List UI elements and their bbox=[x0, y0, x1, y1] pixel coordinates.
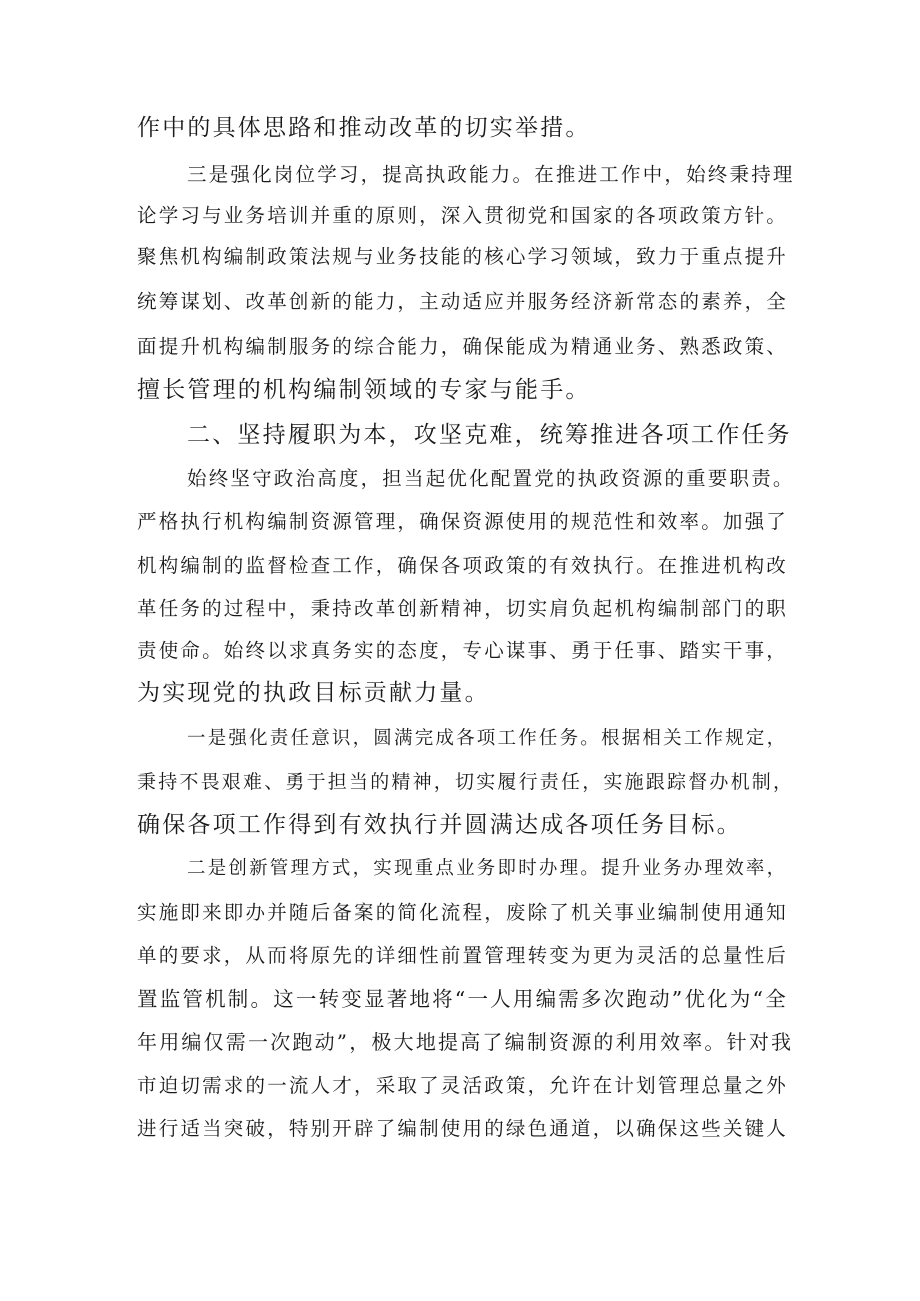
body-text-line: 机构编制的监督检查工作，确保各项政策的有效执行。在推进机构改 bbox=[137, 554, 789, 577]
body-text-line: 年用编仅需一次跑动”，极大地提高了编制资源的利用效率。针对我 bbox=[137, 1030, 794, 1054]
body-text-line: 责使命。始终以求真务实的态度，专心谋事、勇于任事、踏实干事， bbox=[137, 639, 789, 662]
body-text-line: 单的要求，从而将原先的详细性前置管理转变为更为灵活的总量性后 bbox=[137, 944, 789, 967]
body-text-line: 作中的具体思路和推动改革的切实举措。 bbox=[137, 115, 591, 141]
body-text-line: 确保各项工作得到有效执行并圆满达成各项任务目标。 bbox=[137, 812, 742, 838]
paragraph-first-line: 三是强化岗位学习，提高执政能力。在推进工作中，始终秉持理 bbox=[187, 163, 795, 186]
body-text-line: 市迫切需求的一流人才，采取了灵活政策，允许在计划管理总量之外 bbox=[137, 1074, 789, 1097]
body-text-line: 秉持不畏艰难、勇于担当的精神，切实履行责任，实施跟踪督办机制， bbox=[137, 771, 795, 793]
body-text-line: 严格执行机构编制资源管理，确保资源使用的规范性和效率。加强了 bbox=[137, 510, 789, 533]
body-text-line: 革任务的过程中，秉持改革创新精神，切实肩负起机构编制部门的职 bbox=[137, 597, 789, 620]
body-text-line: 为实现党的执政目标贡献力量。 bbox=[137, 680, 490, 706]
body-text-line: 统筹谋划、改革创新的能力，主动适应并服务经济新常态的素养，全 bbox=[137, 290, 789, 313]
paragraph-first-line: 始终坚守政治高度，担当起优化配置党的执政资源的重要职责。 bbox=[187, 467, 795, 490]
body-text-line: 擅长管理的机构编制领域的专家与能手。 bbox=[137, 377, 591, 403]
body-text-line: 实施即来即办并随后备案的简化流程，废除了机关事业编制使用通知 bbox=[137, 901, 789, 924]
body-text-line: 论学习与业务培训并重的原则，深入贯彻党和国家的各项政策方针。 bbox=[137, 204, 789, 227]
body-text-line: 进行适当突破，特别开辟了编制使用的绿色通道，以确保这些关键人 bbox=[137, 1117, 789, 1140]
paragraph-first-line: 一是强化责任意识，圆满完成各项工作任务。根据相关工作规定， bbox=[187, 728, 788, 749]
paragraph-first-line: 二是创新管理方式，实现重点业务即时办理。提升业务办理效率， bbox=[187, 858, 788, 879]
section-heading: 二、坚持履职为本，攻坚克难，统筹推进各项工作任务 bbox=[187, 422, 792, 448]
body-text-line: 置监管机制。这一转变显著地将“一人用编需多次跑动”优化为“全 bbox=[137, 987, 788, 1011]
body-text-line: 面提升机构编制服务的综合能力，确保能成为精通业务、熟悉政策、 bbox=[137, 335, 789, 358]
body-text-line: 聚焦机构编制政策法规与业务技能的核心学习领域，致力于重点提升 bbox=[137, 245, 789, 268]
